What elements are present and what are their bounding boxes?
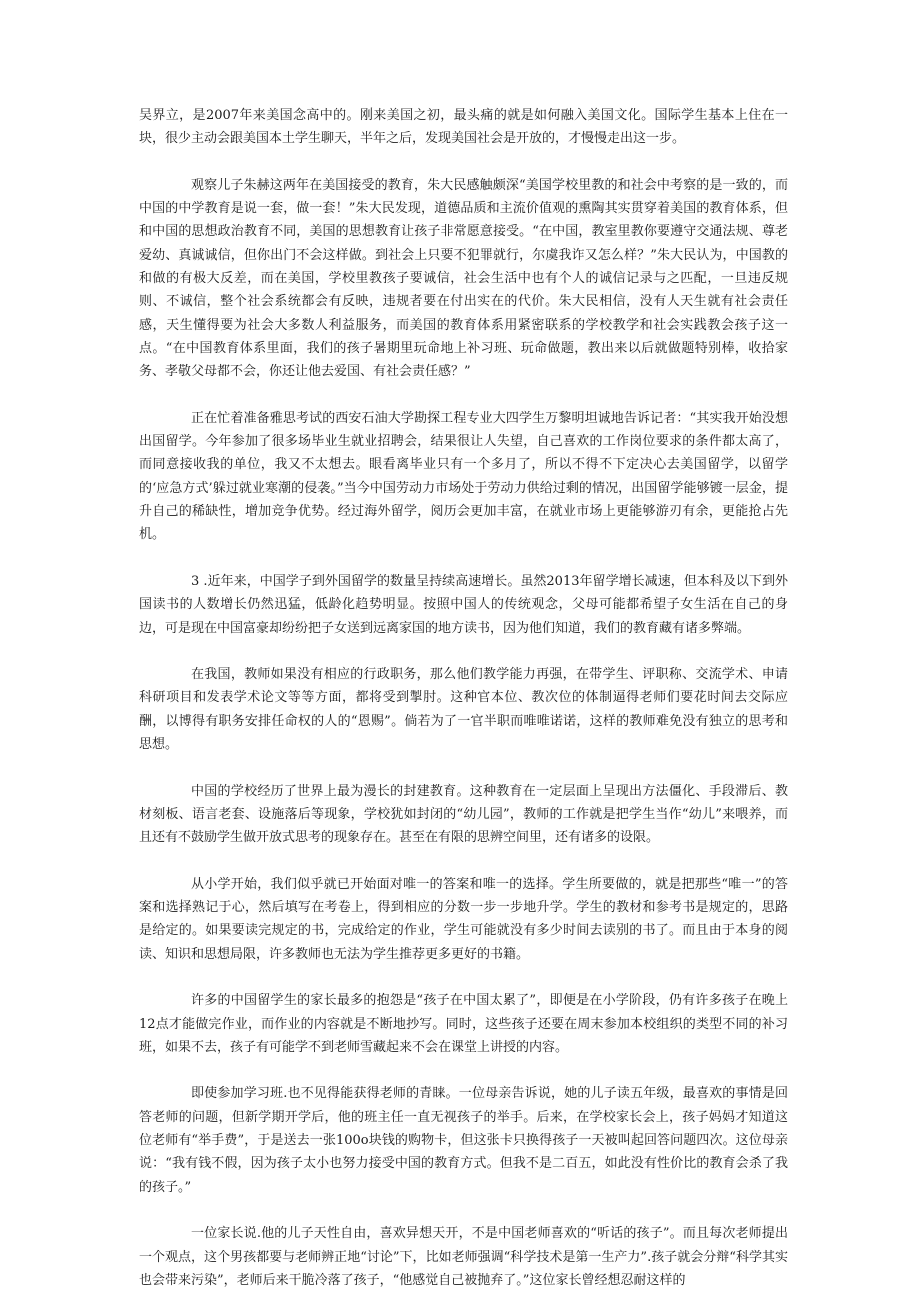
paragraph: 即使参加学习班.也不见得能获得老师的青睐。一位母亲告诉说，她的儿子读五年级，最喜欢的事情是回答老师的问题，但新学期开学后，他的班主任一直无视孩子的举手。后来，在学校家长会上，孩子妈妈才知道这位老师有“举手费”，于是送去一张100o块钱的购物卡，但这张卡只换得孩子一天被叫起回答问题四次。这位母亲说：“我有钱不假，因为孩子太小也努力接受中国的教育方式。但我不是二百五，如此没有性价比的教育会杀了我的孩子。” [139, 1086, 788, 1195]
paragraph: 从小学开始，我们似乎就已开始面对唯一的答案和唯一的选择。学生所要做的，就是把那些“唯一”的答案和选择熟记于心，然后填写在考卷上，得到相应的分数一步一步地升学。学生的教材和参考书是规定的，思路是给定的。如果要读完规定的书，完成给定的作业，学生可能就没有多少时间去读别的书了。而且由于本身的阅读、知识和思想局限，许多教师也无法为学生推荐更多更好的书籍。 [139, 876, 788, 962]
paragraph: 3 .近年来，中国学子到外国留学的数量呈持续高速增长。虽然2013年留学增长减速，但本科及以下到外国读书的人数增长仍然迅猛，低龄化趋势明显。按照中国人的传统观念，父母可能都希望子女生活在自己的身边，可是现在中国富豪却纷纷把子女送到远离家国的地方读书，因为他们知道，我们的教育藏有诸多弊端。 [139, 573, 788, 636]
document-body [139, 104, 788, 1315]
paragraph: 一位家长说.他的儿子天性自由，喜欢异想天开，不是中国老师喜欢的“听话的孩子”。而且每次老师提出一个观点，这个男孩都要与老师辨正地“讨论”下，比如老师强调“科学技术是第一生产力”.孩子就会分辩“科学其实也会带来污染”，老师后来干脆冷落了孩子，“他感觉自己被抛弃了。”这位家长曾经想忍耐这样的 [139, 1226, 788, 1288]
paragraph: 中国的学校经历了世界上最为漫长的封建教育。这种教育在一定层面上呈现出方法僵化、手段滞后、教材刻板、语言老套、设施落后等现象，学校犹如封闭的“幼儿园”，教师的工作就是把学生当作“幼儿”来喂养，而且还有不鼓励学生做开放式思考的现象存在。甚至在有限的思辨空间里，还有诸多的设限。 [139, 783, 788, 846]
paragraph: 在我国，教师如果没有相应的行政职务，那么他们教学能力再强，在带学生、评职称、交流学术、申请科研项目和发表学术论文等等方面，都将受到掣肘。这种官本位、教次位的体制逼得老师们要花时间去交际应酬，以博得有职务安排任命权的人的“恩赐”。倘若为了一官半职而唯唯诺诺，这样的教师难免没有独立的思考和思想。 [139, 667, 788, 753]
paragraph: 吴界立，是2007年来美国念高中的。刚来美国之初，最头痛的就是如何融入美国文化。国际学生基本上住在一块，很少主动会跟美国本土学生聊天，半年之后，发现美国社会是开放的，才慢慢走出这一步。 [139, 108, 788, 147]
paragraph: 正在忙着准备雅思考试的西安石油大学勘探工程专业大四学生万黎明坦诚地告诉记者：“其实我开始没想出国留学。今年参加了很多场毕业生就业招聘会，结果很让人失望，自己喜欢的工作岗位要求的条件都太高了，而同意接收我的单位，我又不太想去。眼看离毕业只有一个多月了，所以不得不下定决心去美国留学，以留学的‘应急方式’躲过就业寒潮的侵袭。”当今中国劳动力市场处于劳动力供给过剩的情况，出国留学能够镀一层金，提升自己的稀缺性，增加竞争优势。经过海外留学，阅历会更加丰富，在就业市场上更能够游刃有余，更能抢占先机。 [139, 410, 788, 543]
paragraph: 许多的中国留学生的家长最多的抱怨是“孩子在中国太累了”，即便是在小学阶段，仍有许多孩子在晚上12点才能做完作业，而作业的内容就是不断地抄写。同时，这些孩子还要在周末参加本校组织的类型不同的补习班，如果不去，孩子有可能学不到老师雪藏起来不会在课堂上讲授的内容。 [139, 993, 788, 1055]
paragraph: 观察儿子朱赫这两年在美国接受的教育，朱大民感触颇深“美国学校里教的和社会中考察的是一致的，而中国的中学教育是说一套，做一套！”朱大民发现，道德品质和主流价值观的熏陶其实贯穿着美国的教育体系，但和中国的思想政治教育不同，美国的思想教育让孩子非常愿意接受。“在中国，教室里教你要遵守交通法规、尊老爱幼、真诚诚信，但你出门不会这样做。到社会上只要不犯罪就行，尔虞我诈又怎么样？”朱大民认为，中国教的和做的有极大反差，而在美国，学校里教孩子要诚信，社会生活中也有个人的诚信记录与之匹配，一旦违反规则、不诚信，整个社会系统都会有反映，违规者要在付出实在的代价。朱大民相信，没有人天生就有社会责任感，天生懂得要为社会大多数人利益服务，而美国的教育体系用紧密联系的学校教学和社会实践教会孩子这一点。“在中国教育体系里面，我们的孩子暑期里玩命地上补习班、玩命做题，教出来以后就做题特别棒，收拾家务、孝敬父母都不会，你还让他去爱国、有社会责任感？” [139, 177, 788, 380]
